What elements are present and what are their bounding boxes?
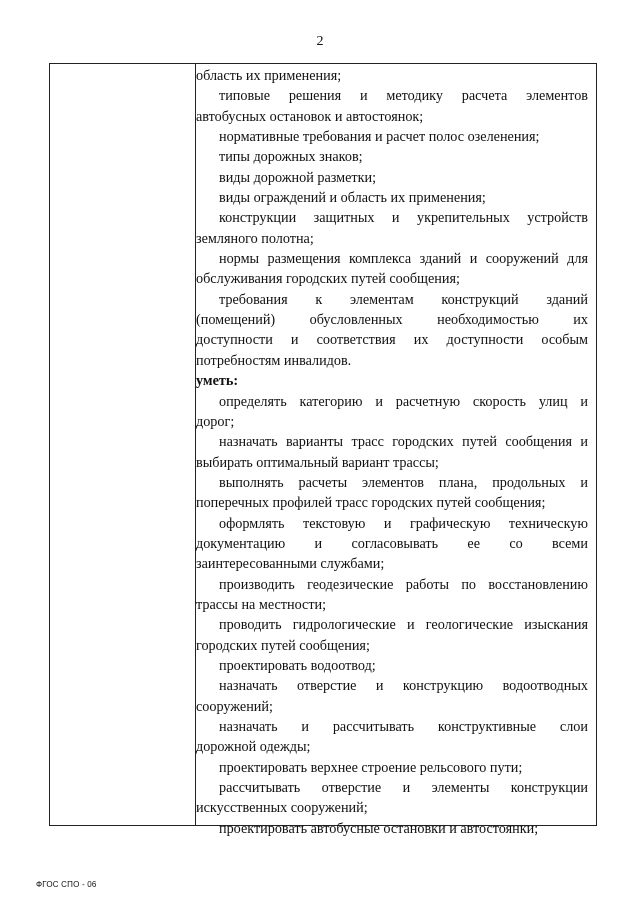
text-line: проектировать автобусные остановки и автостоянки; — [219, 820, 539, 837]
text-line: документацию и согласовывать ее со всеми — [196, 535, 588, 552]
text-line: требования к элементам конструкций зданий — [219, 291, 588, 308]
text-line: искусственных сооружений; — [196, 800, 368, 817]
text-line: выбирать оптимальный вариант трассы; — [196, 454, 439, 471]
text-line: (помещений) обусловленных необходимостью их — [196, 312, 588, 329]
text-line: проводить гидрологические и геологические изыскания — [219, 617, 588, 634]
text-line: нормативные требования и расчет полос озеленения; — [219, 129, 540, 146]
text-line: потребностям инвалидов. — [196, 352, 352, 369]
text-line: назначать и рассчитывать конструктивные слои — [219, 719, 588, 735]
text-line: обслуживания городских путей сообщения; — [196, 271, 460, 288]
text-line: автобусных остановок и автостоянок; — [196, 108, 424, 125]
text-line: дорожной одежды; — [196, 739, 311, 756]
page-number: 2 — [316, 34, 324, 49]
text-line: конструкции защитных и укрепительных устройств — [219, 210, 588, 227]
section-heading: уметь: — [196, 373, 239, 390]
text-line: городских путей сообщения; — [196, 637, 370, 654]
text-line: трассы на местности; — [196, 596, 327, 613]
text-line: заинтересованными службами; — [196, 556, 385, 573]
footer-code: ФГОС СПО - 06 — [36, 880, 97, 889]
text-line: поперечных профилей трасс городских путей сообщения; — [196, 495, 546, 512]
text-line: область их применения; — [196, 68, 342, 84]
text-line: назначать отверстие и конструкцию водоотводных — [219, 678, 588, 695]
text-line: определять категорию и расчетную скорость улиц и — [219, 393, 588, 410]
text-line: нормы размещения комплекса зданий и сооружений для — [219, 251, 588, 268]
text-line: проектировать водоотвод; — [219, 657, 376, 674]
content-table — [49, 63, 597, 837]
text-line: сооружений; — [196, 698, 273, 715]
text-line: типовые решения и методику расчета элементов — [219, 88, 588, 105]
text-line: типы дорожных знаков; — [219, 149, 363, 166]
table-left-cell — [50, 64, 196, 825]
text-line: земляного полотна; — [196, 230, 314, 247]
text-line: выполнять расчеты элементов плана, продольных и — [219, 474, 588, 491]
text-line: виды ограждений и область их применения; — [219, 190, 486, 207]
text-line: доступности и соответствия их доступности особым — [196, 332, 588, 349]
text-line: назначать варианты трасс городских путей сообщения и — [219, 434, 588, 451]
table-right-cell — [196, 66, 588, 839]
text-line: рассчитывать отверстие и элементы конструкции — [219, 780, 588, 797]
text-line: оформлять текстовую и графическую техническую — [219, 515, 588, 532]
text-line: проектировать верхнее строение рельсового пути; — [219, 759, 523, 776]
text-line: дорог; — [196, 413, 235, 430]
text-line: виды дорожной разметки; — [219, 169, 377, 186]
text-line: производить геодезические работы по восстановлению — [219, 576, 588, 593]
